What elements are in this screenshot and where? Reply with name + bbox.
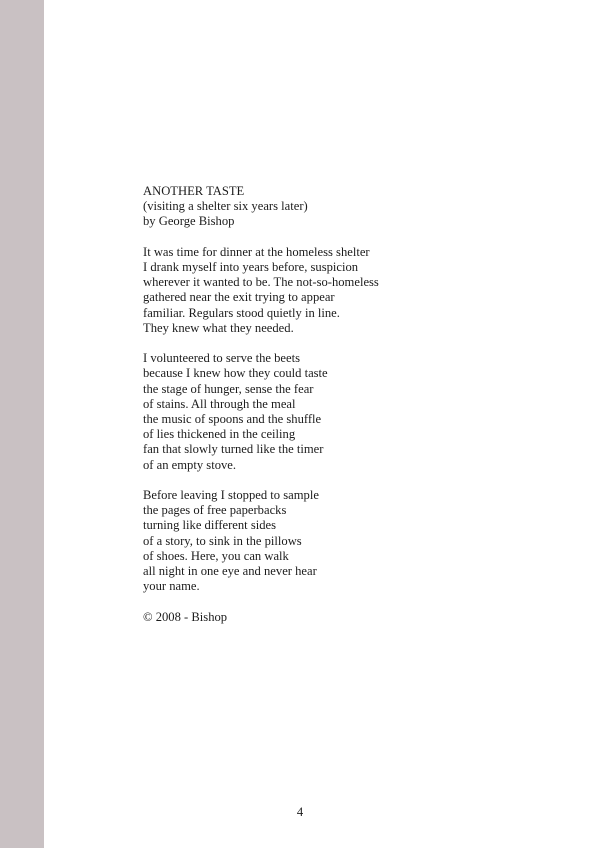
poem-line: the music of spoons and the shuffle <box>143 412 322 427</box>
stanza-2 <box>143 351 443 473</box>
poem <box>143 184 443 625</box>
poem-subtitle: (visiting a shelter six years later) <box>143 199 308 214</box>
poem-line: fan that slowly turned like the timer <box>143 442 324 457</box>
poem-line: of an empty stove. <box>143 457 237 472</box>
poem-title: ANOTHER TASTE <box>143 184 245 198</box>
stanza-1 <box>143 245 443 336</box>
poem-line: the stage of hunger, sense the fear <box>143 381 314 396</box>
poem-line: because I knew how they could taste <box>143 366 328 381</box>
poem-line: They knew what they needed. <box>143 320 294 335</box>
poem-line: of a story, to sink in the pillows <box>143 533 302 548</box>
poem-line: familiar. Regulars stood quietly in line. <box>143 305 340 320</box>
poem-line: of shoes. Here, you can walk <box>143 548 289 563</box>
poem-line: your name. <box>143 579 200 594</box>
page-side-bar <box>0 0 44 848</box>
poem-heading <box>143 184 443 230</box>
stanza-3 <box>143 488 443 594</box>
poem-line: Before leaving I stopped to sample <box>143 488 319 503</box>
poem-line: wherever it wanted to be. The not-so-homeless <box>143 275 379 290</box>
poem-line: of stains. All through the meal <box>143 396 296 411</box>
copyright-notice: © 2008 - Bishop <box>143 609 228 624</box>
poem-line: of lies thickened in the ceiling <box>143 427 296 442</box>
poem-line: It was time for dinner at the homeless shelter <box>143 244 370 259</box>
poem-line: gathered near the exit trying to appear <box>143 290 335 305</box>
poem-line: I drank myself into years before, suspicion <box>143 260 359 274</box>
poem-line: I volunteered to serve the beets <box>143 351 301 366</box>
page-number: 4 <box>296 805 304 819</box>
poem-line: the pages of free paperbacks <box>143 503 287 518</box>
poem-line: all night in one eye and never hear <box>143 564 317 579</box>
poem-line: turning like different sides <box>143 518 277 533</box>
poem-byline: by George Bishop <box>143 214 235 229</box>
